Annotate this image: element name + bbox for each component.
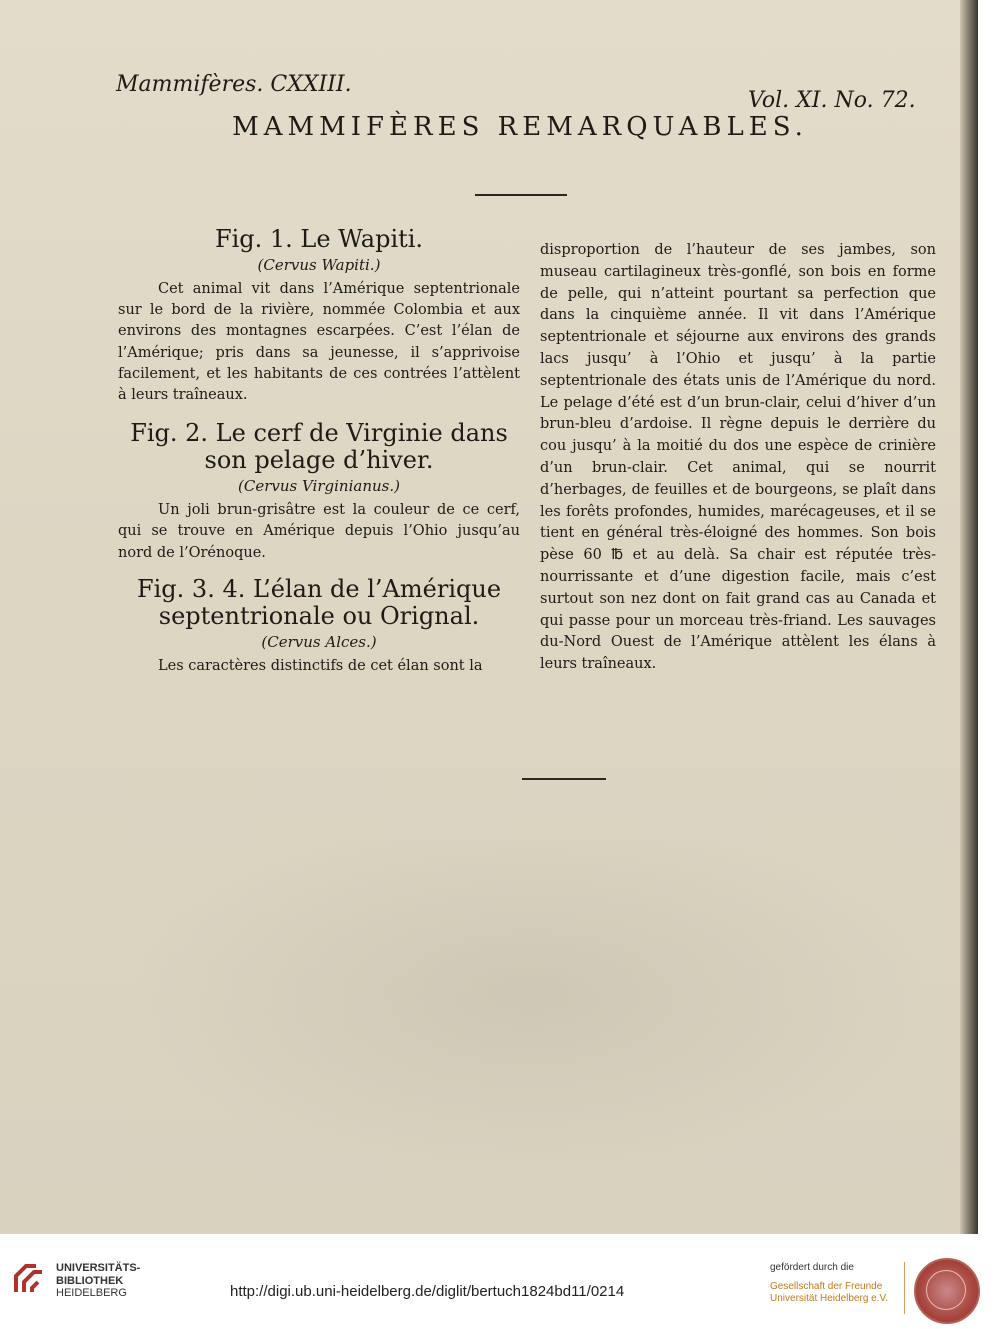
- library-name-line2: BIBLIOTHEK: [56, 1274, 124, 1287]
- right-column-text: disproportion de l’hauteur de ses jambes, son museau cartilagineux très-gonflé, son bois en forme de pelle, qui n’atteint pourtant sa perfection que dans la cinquième année. Il vit dans l’Amérique septentrionale et séjourne aux environs des grands lacs jusqu’ à l’Ohio et jusqu’ à la partie septentrionale des états unis de l’Amérique du nord. Le pelage d’été est d’un brun-clair, celui d’hiver d’un brun-bleu d’ardoise. Il règne depuis le derrière du cou jusqu’ à la moitié du dos une espèce de crinière d’un brun-clair. Cet animal, qui se nourrit d’herbages, de feuilles et de bourgeons, se plaît dans les forêts profondes, humides, marécageuses, et il se tient en général très-éloigné des hommes. Son bois pèse 60 ℔ et au delà. Sa chair est réputée très-nourrissante et d’une digestion facile, mais c’est surtout son nez dont on fait grand cas au Canada et qui passe pour un morceau très-friand. Les sauvages du-Nord Ouest de l’Amérique attèlent les élans à leurs traîneaux.: [540, 242, 936, 673]
- sponsor-name-line2: Universität Heidelberg e.V.: [770, 1293, 889, 1304]
- sponsor-name-line1: Gesellschaft der Freunde: [770, 1280, 883, 1292]
- library-name-line3: HEIDELBERG: [56, 1287, 127, 1299]
- left-column: [118, 226, 520, 677]
- fig2-latin-name: (Cervus Virginianus.): [238, 477, 400, 496]
- fig2-text: Un joli brun-grisâtre est la couleur de ce cerf, qui se trouve en Amérique depuis l’Ohio jusqu’au nord de l’Orénoque.: [118, 502, 520, 561]
- seal-ring: [926, 1270, 966, 1310]
- fig34-latin-name: (Cervus Alces.): [261, 632, 377, 651]
- fig2-heading: Fig. 2. Le cerf de Virginie dans son pelage d’hiver.: [130, 419, 508, 475]
- title-rule: [475, 194, 567, 196]
- ub-heidelberg-logo-icon[interactable]: [12, 1262, 46, 1296]
- sponsor-divider: [904, 1262, 905, 1314]
- running-head-left: Mammifères. CXXIII.: [116, 72, 352, 97]
- library-name-line1: UNIVERSITÄTS-: [56, 1262, 141, 1274]
- running-head-right: Vol. XI. No. 72.: [748, 88, 916, 113]
- fig34-heading: Fig. 3. 4. L’élan de l’Amérique septentrionale ou Orignal.: [136, 574, 502, 630]
- library-name[interactable]: [56, 1262, 140, 1300]
- show-through-plate-shadow: [130, 840, 930, 1180]
- end-rule: [522, 778, 606, 780]
- permalink-url[interactable]: http://digi.ub.uni-heidelberg.de/diglit/bertuch1824bd11/0214: [230, 1283, 625, 1300]
- fig1-latin-name: (Cervus Wapiti.): [257, 256, 381, 274]
- fig1-heading: Fig. 1. Le Wapiti.: [214, 225, 424, 253]
- fig34-text: Les caractères distinctifs de cet élan sont la: [158, 657, 483, 674]
- sponsor-intro: gefördert durch die: [770, 1262, 854, 1273]
- page-edge: [960, 0, 978, 1234]
- sponsor-block[interactable]: [770, 1262, 894, 1306]
- spacer: [118, 406, 520, 420]
- right-column: [540, 240, 936, 676]
- page-title: MAMMIFÈRES REMARQUABLES.: [232, 112, 808, 142]
- university-seal-icon[interactable]: [914, 1258, 980, 1324]
- fig1-text: Cet animal vit dans l’Amérique septentrionale sur le bord de la rivière, nommée Colombia et aux environs des montagnes escarpées. C’est l’élan de l’Amérique; pris dans sa jeunesse, il s’apprivoise facilement, et les habitants de ces contrées l’attèlent à leurs traîneaux.: [118, 281, 520, 404]
